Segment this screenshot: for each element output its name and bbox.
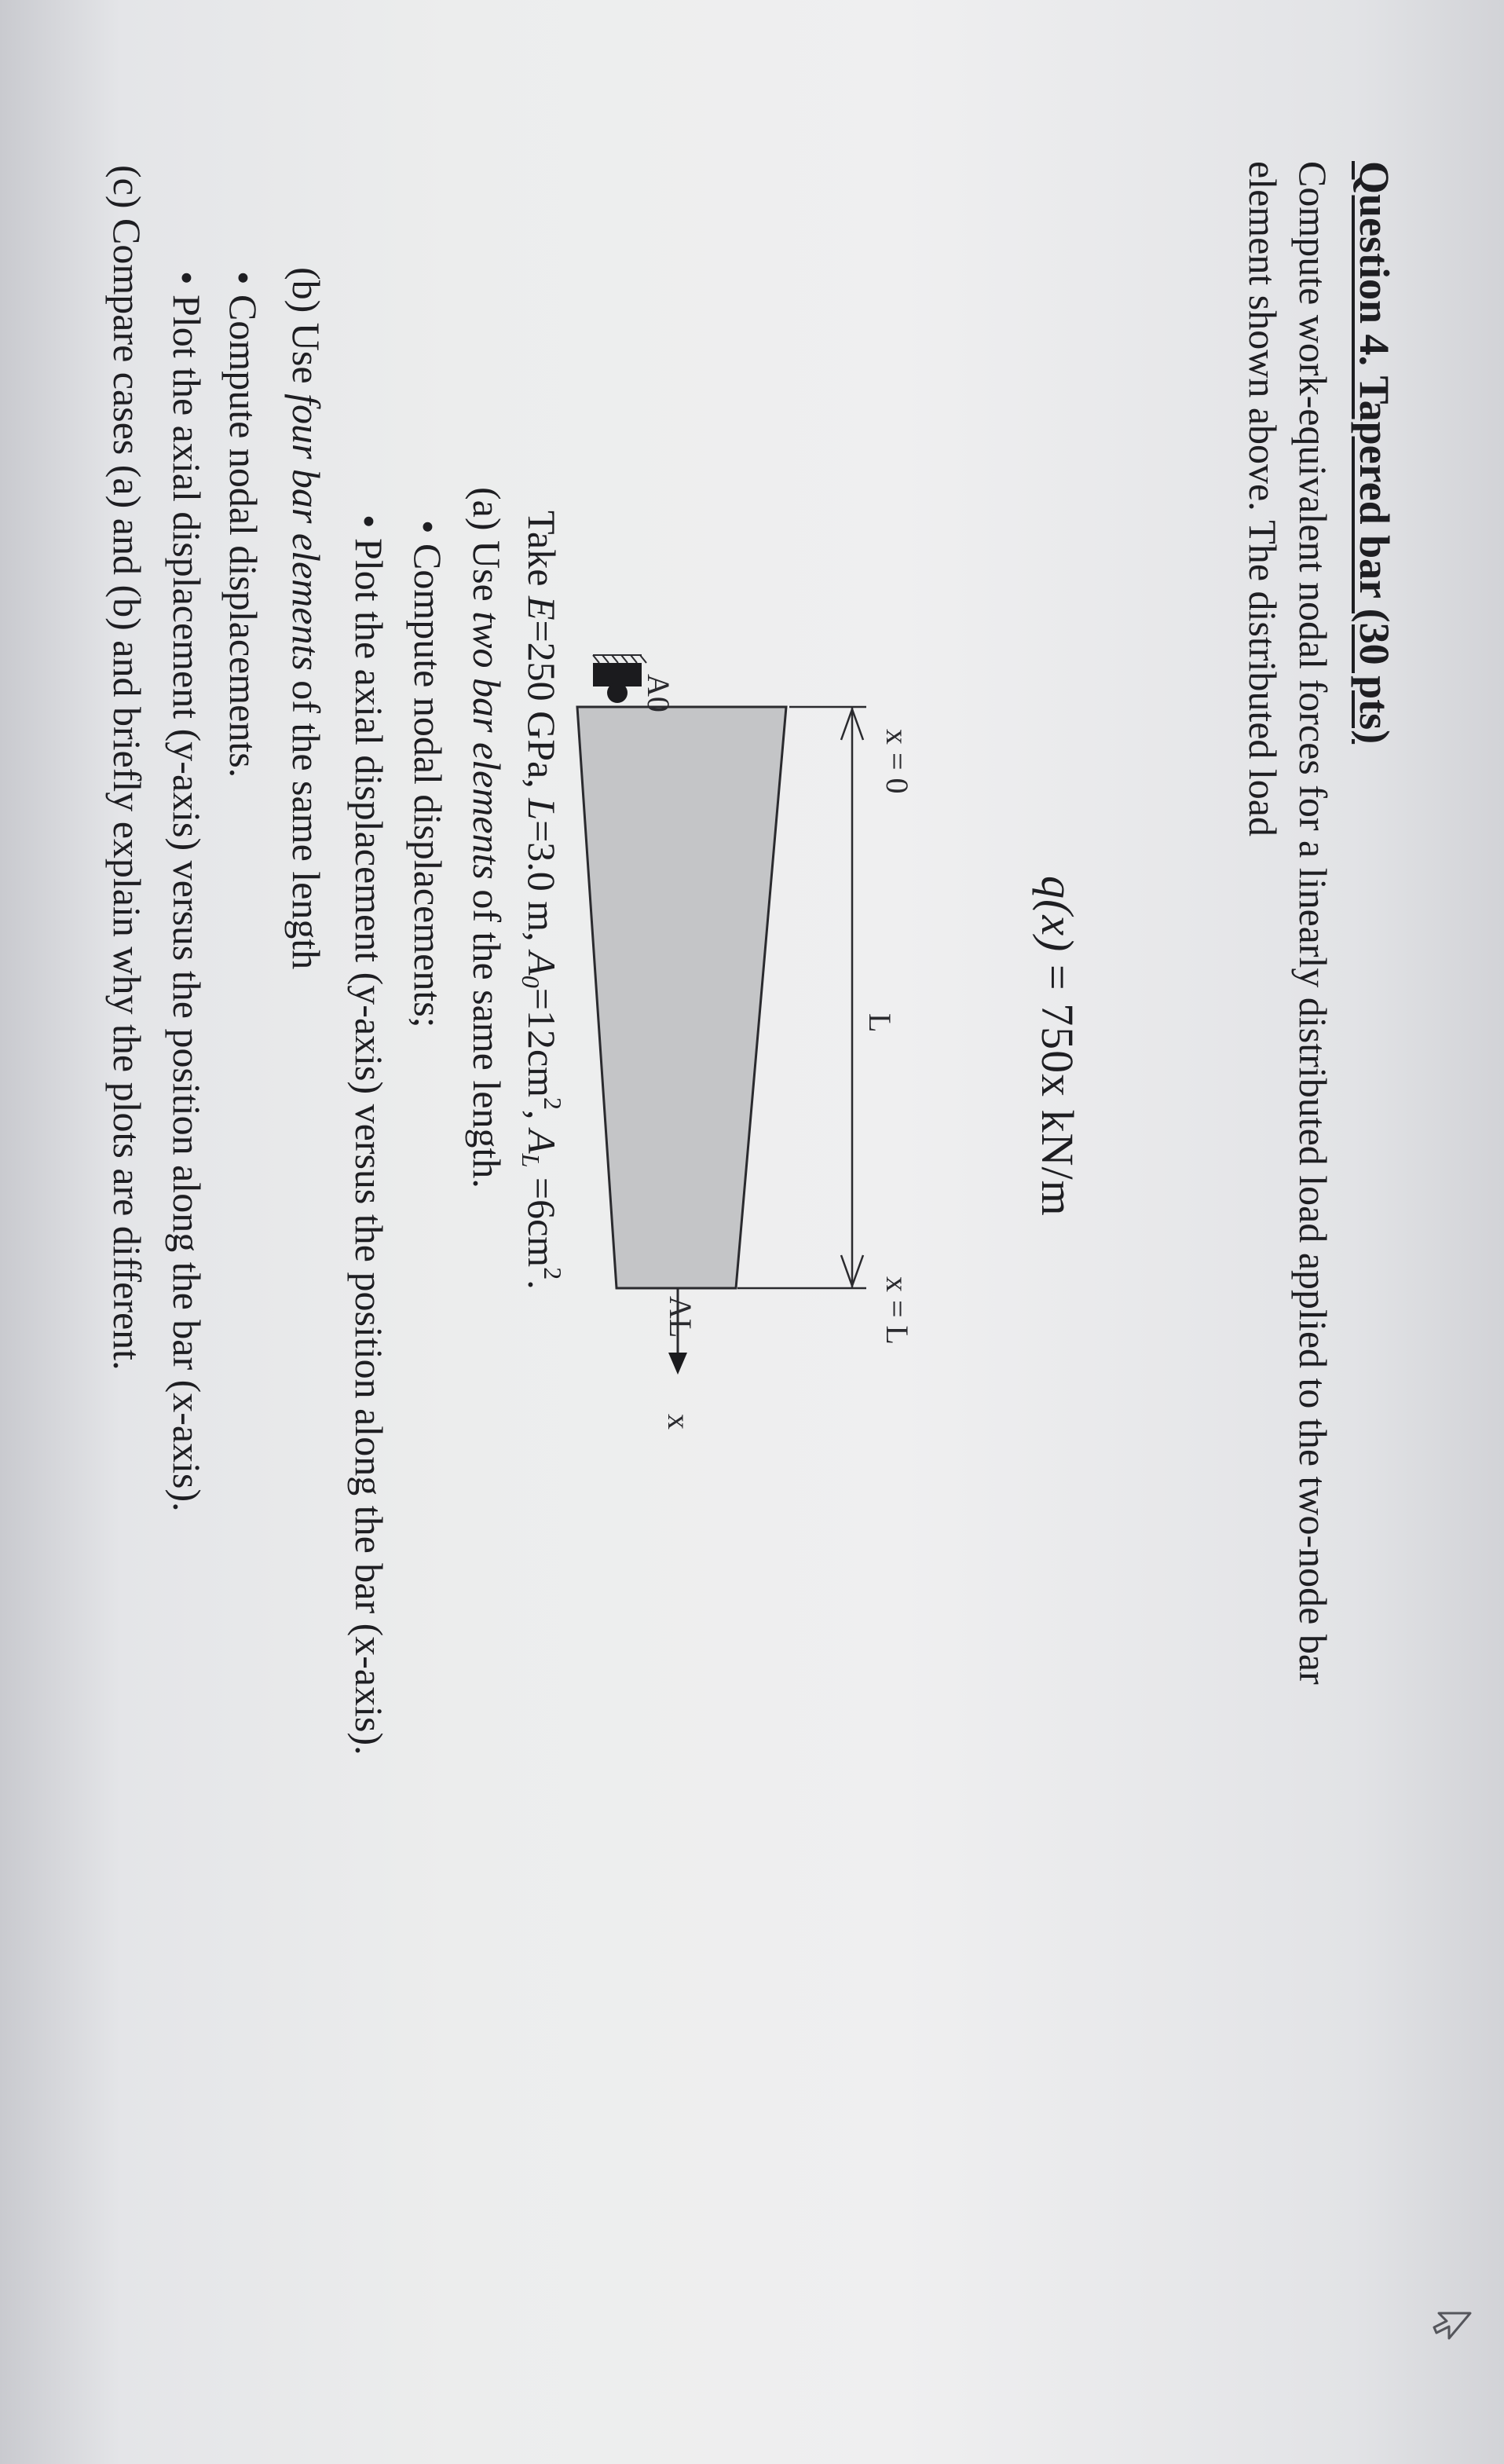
question-heading: Question 4. Tapered bar (30 pts) — [1351, 161, 1398, 745]
part-a-suffix: of the same length. — [465, 879, 509, 1188]
part-b-prefix: (b) Use — [284, 267, 328, 394]
given-E-value: =250 GPa, — [520, 620, 564, 799]
equation-rhs: = 750x kN/m — [1032, 964, 1083, 1217]
part-b-emphasis: four bar elements — [284, 394, 328, 671]
given-A0-subscript: 0 — [517, 975, 545, 988]
part-b-instruction — [284, 267, 328, 970]
label-length-L: L — [862, 1013, 898, 1033]
given-AL-value: =6cm — [520, 1167, 564, 1268]
part-a-prefix: (a) Use — [465, 487, 509, 612]
label-x-equals-L: x = L — [880, 1276, 915, 1345]
given-separator: , — [520, 1110, 564, 1130]
cursor-arrow-icon — [1429, 2305, 1477, 2352]
label-AL: AL — [663, 1296, 698, 1338]
part-a-bullet: • Compute nodal displacements; — [406, 520, 450, 1028]
label-x-equals-0: x = 0 — [880, 729, 915, 794]
given-values — [518, 511, 565, 1290]
fixed-support-hatch — [593, 655, 646, 663]
part-c-instruction: (c) Compare cases (a) and (b) and briefly explain why the plots are different. — [105, 165, 149, 1371]
given-AL-subscript: L — [517, 1153, 545, 1168]
intro-text-line: element shown above. The distributed load — [1241, 161, 1285, 837]
given-squared: 2 — [539, 1267, 567, 1280]
intro-text-line: Compute work-equivalent nodal forces for a linearly distributed load applied to the two-node bar — [1291, 161, 1335, 1685]
given-squared: 2 — [539, 1097, 567, 1111]
part-b-bullet: • Plot the axial displacement (y-axis) versus the position along the bar (x-axis). — [165, 271, 209, 1512]
part-a-emphasis: two bar elements — [465, 611, 509, 880]
given-AL-symbol: A — [520, 1129, 564, 1154]
given-A0-symbol: A — [520, 951, 564, 976]
equation-lhs: q(x) — [1032, 876, 1083, 953]
load-equation — [1032, 876, 1083, 1217]
label-x-axis: x — [661, 1414, 697, 1430]
part-b-suffix: of the same length — [284, 670, 328, 970]
support-pin — [607, 683, 628, 703]
given-take: Take — [520, 511, 564, 596]
given-E-symbol: E — [520, 595, 564, 621]
given-L-value: =3.0 m, — [520, 820, 564, 952]
part-b-bullet: • Compute nodal displacements. — [221, 271, 265, 778]
label-A0: A0 — [641, 674, 676, 712]
part-a-instruction — [467, 487, 507, 1188]
part-a-bullet: • Plot the axial displacement (y-axis) versus the position along the bar (x-axis). — [347, 514, 391, 1756]
tapered-bar-figure — [569, 597, 939, 1681]
given-end: . — [520, 1280, 564, 1290]
tapered-bar — [577, 707, 786, 1288]
given-L-symbol: L — [520, 798, 564, 821]
given-A0-value: =12cm — [520, 987, 564, 1098]
